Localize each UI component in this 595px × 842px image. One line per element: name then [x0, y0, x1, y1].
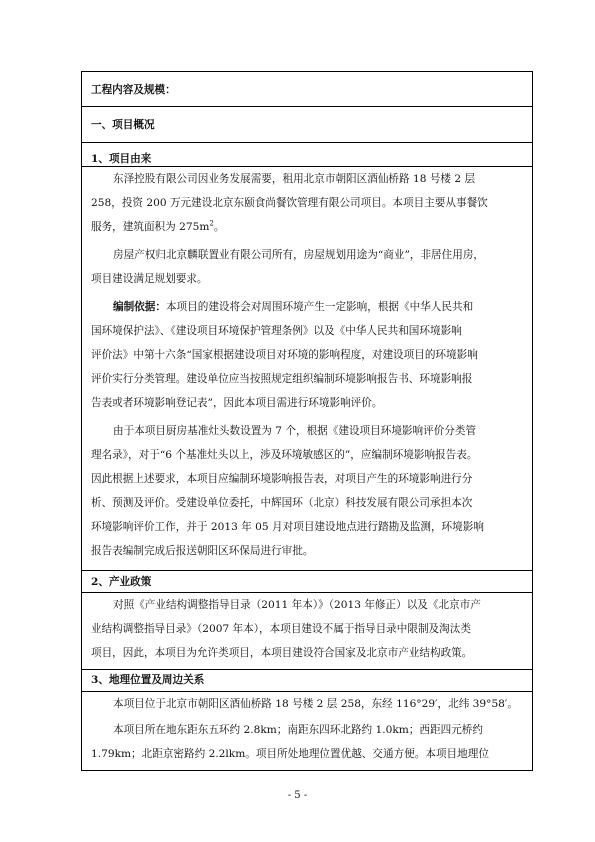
basis-label: 编制依据：: [113, 301, 166, 313]
row-divider: [82, 570, 532, 571]
area-text: 服务，建筑面积为 275m: [91, 221, 210, 233]
row-divider: [82, 669, 532, 670]
paragraph-line: 国环境保护法》、《建设项目环境保护管理条例》以及《中华人民共和国环境影响: [91, 325, 462, 337]
sub1-title: 1、项目由来: [91, 153, 152, 165]
paragraph-line: 业结构调整指导目录》（2007 年本），本项目建设不属于指导目录中限制及淘汰类: [91, 623, 471, 635]
paragraph-line: 理名录》，对于“6 个基准灶头以上，涉及环境敏感区的”，应编制环境影响报告表。: [91, 449, 478, 461]
paragraph-line: 析、预测及评价。受建设单位委托，中辉国环（北京）科技发展有限公司承担本次: [91, 497, 473, 509]
sub3-title: 3、地理位置及周边关系: [91, 674, 205, 686]
paragraph-line: 本项目位于北京市朝阳区酒仙桥路 18 号楼 2 层 258，东经 116°29′，北纬 39°58′。: [113, 698, 518, 710]
row-divider: [82, 166, 532, 167]
area-text-end: 。: [213, 221, 225, 233]
area-unit-superscript: 2: [209, 220, 214, 228]
paragraph-line: 房屋产权归北京麟联置业有限公司所有，房屋规划用途为“商业”，非居住用房，: [113, 249, 485, 261]
paragraph-line: 东泽控股有限公司因业务发展需要，租用北京市朝阳区酒仙桥路 18 号楼 2 层: [113, 173, 476, 185]
row-divider: [82, 142, 532, 143]
section1-title: 一、项目概况: [91, 119, 155, 131]
sub2-title: 2、产业政策: [91, 576, 152, 588]
paragraph-line: 258，投资 200 万元建设北京东颐食尚餐饮管理有限公司项目。本项目主要从事餐饮: [91, 197, 488, 209]
basis-text: 本项目的建设将会对周围环境产生一定影响，根据《中华人民共和: [165, 301, 474, 313]
paragraph-line: 评价法》中第十六条“国家根据建设项目对环境的影响程度，对建设项目的环境影响: [91, 349, 478, 361]
page-number: - 5 -: [287, 790, 308, 801]
row-divider: [82, 106, 532, 107]
paragraph-line: [91, 220, 523, 234]
content-table: [81, 71, 533, 771]
paragraph-line: 告表或者环境影响登记表”，因此本项目需进行环境影响评价。: [91, 397, 383, 409]
heading: 工程内容及规模：: [91, 84, 176, 96]
paragraph-line: 本项目所在地东距东五环约 2.8km；南距东四环北路约 1.0km；西距四元桥约: [113, 724, 483, 736]
paragraph-line: 项目，因此，本项目为允许类项目，本项目建设符合国家及北京市产业结构政策。: [91, 647, 473, 659]
paragraph-line: [91, 300, 523, 314]
paragraph-line: 因此根据上述要求，本项目应编制环境影响报告表，对项目产生的环境影响进行分: [91, 473, 473, 485]
paragraph-line: 对照《产业结构调整指导目录（2011 年本）》（2013 年修正）以及《北京市产: [113, 599, 481, 611]
paragraph-line: 项目建设满足规划要求。: [91, 273, 208, 285]
paragraph-line: 由于本项目厨房基准灶头数设置为 7 个，根据《建设项目环境影响评价分类管: [113, 425, 477, 437]
row-divider: [82, 592, 532, 593]
paragraph-line: 报告表编制完成后报送朝阳区环保局进行审批。: [91, 545, 314, 557]
paragraph-line: 评价实行分类管理。建设单位应当按照规定组织编制环境影响报告书、环境影响报: [91, 373, 473, 385]
row-divider: [82, 691, 532, 692]
paragraph-line: 环境影响评价工作，并于 2013 年 05 月对项目建设地点进行踏勘及监测，环境影响: [91, 521, 484, 533]
paragraph-line: 1.79km；北距京密路约 2.2lkm。项目所处地理位置优越、交通方便。本项目地理位: [91, 748, 489, 760]
